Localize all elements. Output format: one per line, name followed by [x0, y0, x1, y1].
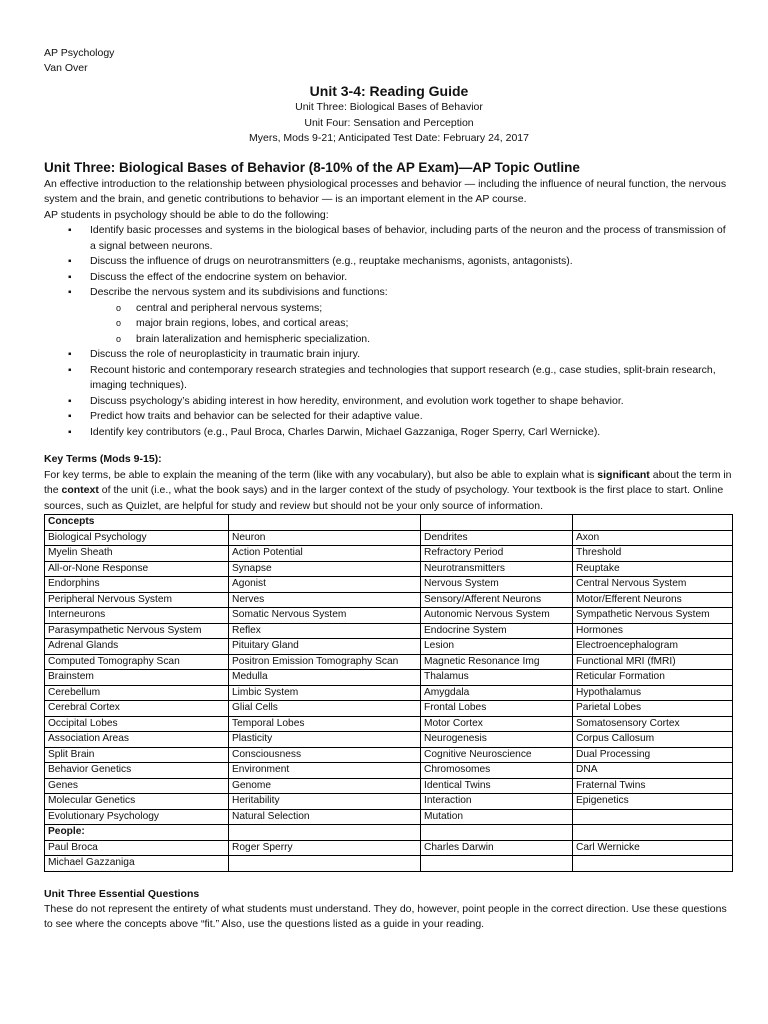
- table-cell: Cerebellum: [45, 685, 229, 701]
- table-row: [45, 577, 733, 593]
- table-cell: Motor/Efferent Neurons: [573, 592, 733, 608]
- table-cell: Environment: [229, 763, 421, 779]
- table-cell: Autonomic Nervous System: [421, 608, 573, 624]
- table-row: [45, 546, 733, 562]
- table-cell: Neurotransmitters: [421, 561, 573, 577]
- table-cell: Endocrine System: [421, 623, 573, 639]
- table-cell: Fraternal Twins: [573, 778, 733, 794]
- table-cell: Plasticity: [229, 732, 421, 748]
- table-cell-empty: [229, 825, 421, 841]
- outline-bullet: ▪ Identify basic processes and systems in the biological bases of behavior, including parts of the neuron and the process of transmission of a signal between neurons.: [90, 223, 734, 254]
- people-header-row: [45, 825, 733, 841]
- course-name: AP Psychology: [44, 47, 115, 59]
- outline-intro: An effective introduction to the relationship between physiological processes and behavior — including the influence of neural function, the nervous system and the brain, and genetic contributions to behavior — is an important element in the AP course.: [44, 177, 727, 205]
- table-cell: Agonist: [229, 577, 421, 593]
- table-cell: [229, 856, 421, 872]
- table-cell: Biological Psychology: [45, 530, 229, 546]
- table-cell-empty: [421, 825, 573, 841]
- table-cell: Amygdala: [421, 685, 573, 701]
- table-row: [45, 747, 733, 763]
- subtitle-unit-four: Unit Four: Sensation and Perception: [304, 116, 474, 129]
- table-cell: Sensory/Afferent Neurons: [421, 592, 573, 608]
- table-cell: Hormones: [573, 623, 733, 639]
- key-terms-table: [44, 514, 733, 872]
- table-cell: Dual Processing: [573, 747, 733, 763]
- table-row: [45, 639, 733, 655]
- table-cell: Heritability: [229, 794, 421, 810]
- outline-bullet-list: [44, 223, 734, 440]
- table-row: [45, 608, 733, 624]
- table-cell: Interneurons: [45, 608, 229, 624]
- table-cell: Axon: [573, 530, 733, 546]
- table-cell: Mutation: [421, 809, 573, 825]
- table-cell: Myelin Sheath: [45, 546, 229, 562]
- key-terms-bold-significant: significant: [597, 468, 650, 481]
- key-terms-text-a: For key terms, be able to explain the meaning of the term (like with any vocabulary), but also be able to explain what is: [44, 468, 598, 481]
- table-cell: Corpus Callosum: [573, 732, 733, 748]
- table-cell: Functional MRI (fMRI): [573, 654, 733, 670]
- table-row: [45, 701, 733, 717]
- outline-sub-bullet: o brain lateralization and hemispheric specialization.: [136, 332, 734, 348]
- table-row: [45, 654, 733, 670]
- table-row: [45, 794, 733, 810]
- table-cell: Brainstem: [45, 670, 229, 686]
- table-cell: [421, 856, 573, 872]
- outline-bullet: ▪ Discuss the role of neuroplasticity in traumatic brain injury.: [90, 347, 734, 363]
- table-cell: Computed Tomography Scan: [45, 654, 229, 670]
- outline-bullet: ▪ Identify key contributors (e.g., Paul Broca, Charles Darwin, Michael Gazzaniga, Roger Sperry, Carl Wernicke).: [90, 425, 734, 441]
- table-cell: Chromosomes: [421, 763, 573, 779]
- outline-sub-bullet: o central and peripheral nervous systems;: [136, 301, 734, 317]
- outline-bullet: ▪ Predict how traits and behavior can be selected for their adaptive value.: [90, 409, 734, 425]
- table-cell: Nervous System: [421, 577, 573, 593]
- table-cell: Sympathetic Nervous System: [573, 608, 733, 624]
- outline-bullet: ▪ Discuss the effect of the endocrine system on behavior.: [90, 270, 734, 286]
- table-cell: Limbic System: [229, 685, 421, 701]
- table-row: [45, 530, 733, 546]
- table-cell: Refractory Period: [421, 546, 573, 562]
- table-cell: Endorphins: [45, 577, 229, 593]
- table-cell: Adrenal Glands: [45, 639, 229, 655]
- table-cell-empty: [573, 515, 733, 531]
- key-terms-text-c: of the unit (i.e., what the book says) and in the larger context of the study of psychology. Your textbook is the first place to start. Online sources, such as Quizlet, are helpful for study and review but should not be your only source of information.: [44, 484, 724, 512]
- teacher-name: Van Over: [44, 62, 88, 74]
- key-terms-bold-context: context: [61, 484, 99, 496]
- essential-questions-title: Unit Three Essential Questions: [44, 887, 200, 900]
- table-row: [45, 561, 733, 577]
- table-cell: Medulla: [229, 670, 421, 686]
- table-cell: Positron Emission Tomography Scan: [229, 654, 421, 670]
- subtitle-test-date: Myers, Mods 9-21; Anticipated Test Date: February 24, 2017: [249, 132, 529, 144]
- key-terms-instructions: [44, 468, 734, 515]
- table-cell: Temporal Lobes: [229, 716, 421, 732]
- table-cell: Reflex: [229, 623, 421, 639]
- table-cell: Paul Broca: [45, 840, 229, 856]
- people-table-row: [45, 856, 733, 872]
- table-cell: Hypothalamus: [573, 685, 733, 701]
- table-cell: Motor Cortex: [421, 716, 573, 732]
- table-cell: Reuptake: [573, 561, 733, 577]
- outline-title: Unit Three: Biological Bases of Behavior (8-10% of the AP Exam)—AP Topic Outline: [44, 159, 580, 175]
- table-cell: [573, 856, 733, 872]
- table-cell: Neurogenesis: [421, 732, 573, 748]
- outline-bullet: ▪ Discuss the influence of drugs on neurotransmitters (e.g., reuptake mechanisms, agonists, antagonists).: [90, 254, 734, 270]
- table-row: [45, 592, 733, 608]
- table-row: [45, 716, 733, 732]
- table-cell: Molecular Genetics: [45, 794, 229, 810]
- concepts-header-label: Concepts: [45, 515, 229, 531]
- outline-bullet-text: Describe the nervous system and its subdivisions and functions:: [90, 286, 388, 298]
- table-cell: Cerebral Cortex: [45, 701, 229, 717]
- table-cell: Association Areas: [45, 732, 229, 748]
- table-cell: Parasympathetic Nervous System: [45, 623, 229, 639]
- table-row: [45, 763, 733, 779]
- table-cell: Consciousness: [229, 747, 421, 763]
- essential-questions-text: These do not represent the entirety of what students must understand. They do, however, point people in the correct direction. Use these questions to see where the concepts above “fit.” Also, use the questions listed as a guide in your reading.: [44, 902, 727, 930]
- table-cell: Genome: [229, 778, 421, 794]
- table-cell: Magnetic Resonance Img: [421, 654, 573, 670]
- table-cell: Peripheral Nervous System: [45, 592, 229, 608]
- people-table-row: [45, 840, 733, 856]
- outline-sub-list: [90, 301, 734, 348]
- table-row: [45, 670, 733, 686]
- table-cell: Threshold: [573, 546, 733, 562]
- table-cell: Parietal Lobes: [573, 701, 733, 717]
- table-cell-empty: [573, 825, 733, 841]
- table-cell: Electroencephalogram: [573, 639, 733, 655]
- document-page: [44, 46, 734, 933]
- table-cell: DNA: [573, 763, 733, 779]
- table-row: [45, 732, 733, 748]
- table-cell: Lesion: [421, 639, 573, 655]
- table-cell: Pituitary Gland: [229, 639, 421, 655]
- table-cell-empty: [229, 515, 421, 531]
- page-title: Unit 3-4: Reading Guide: [309, 83, 469, 99]
- table-cell: Genes: [45, 778, 229, 794]
- table-cell: Nerves: [229, 592, 421, 608]
- table-cell: Epigenetics: [573, 794, 733, 810]
- outline-bullet-with-sublist: [90, 285, 734, 347]
- table-cell: All-or-None Response: [45, 561, 229, 577]
- table-cell: Behavior Genetics: [45, 763, 229, 779]
- table-row: [45, 685, 733, 701]
- table-cell: Identical Twins: [421, 778, 573, 794]
- table-cell: Thalamus: [421, 670, 573, 686]
- concepts-header-row: [45, 515, 733, 531]
- table-cell-empty: [421, 515, 573, 531]
- table-cell: Somatic Nervous System: [229, 608, 421, 624]
- table-cell: Natural Selection: [229, 809, 421, 825]
- table-cell: Michael Gazzaniga: [45, 856, 229, 872]
- table-row: [45, 778, 733, 794]
- table-cell: Split Brain: [45, 747, 229, 763]
- outline-bullet: ▪ Discuss psychology’s abiding interest in how heredity, environment, and evolution work together to shape behavior.: [90, 394, 734, 410]
- table-cell: [573, 809, 733, 825]
- table-cell: Cognitive Neuroscience: [421, 747, 573, 763]
- table-cell: Evolutionary Psychology: [45, 809, 229, 825]
- table-cell: Occipital Lobes: [45, 716, 229, 732]
- key-terms-table-body: [45, 515, 733, 872]
- table-row: [45, 809, 733, 825]
- table-cell: Action Potential: [229, 546, 421, 562]
- outline-bullet: ▪ Recount historic and contemporary research strategies and technologies that support research (e.g., case studies, split-brain research, imaging techniques).: [90, 363, 734, 394]
- table-cell: Dendrites: [421, 530, 573, 546]
- table-cell: Charles Darwin: [421, 840, 573, 856]
- outline-sub-bullet: o major brain regions, lobes, and cortical areas;: [136, 316, 734, 332]
- people-header-label: People:: [45, 825, 229, 841]
- table-row: [45, 623, 733, 639]
- outline-lead: AP students in psychology should be able to do the following:: [44, 208, 329, 221]
- table-cell: Frontal Lobes: [421, 701, 573, 717]
- table-cell: Glial Cells: [229, 701, 421, 717]
- table-cell: Synapse: [229, 561, 421, 577]
- table-cell: Carl Wernicke: [573, 840, 733, 856]
- table-cell: Somatosensory Cortex: [573, 716, 733, 732]
- table-cell: Roger Sperry: [229, 840, 421, 856]
- table-cell: Neuron: [229, 530, 421, 546]
- table-cell: Interaction: [421, 794, 573, 810]
- key-terms-title: Key Terms (Mods 9-15):: [44, 453, 162, 465]
- table-cell: Reticular Formation: [573, 670, 733, 686]
- key-terms-text-b: about the term in the: [44, 468, 732, 496]
- subtitle-unit-three: Unit Three: Biological Bases of Behavior: [295, 101, 483, 113]
- table-cell: Central Nervous System: [573, 577, 733, 593]
